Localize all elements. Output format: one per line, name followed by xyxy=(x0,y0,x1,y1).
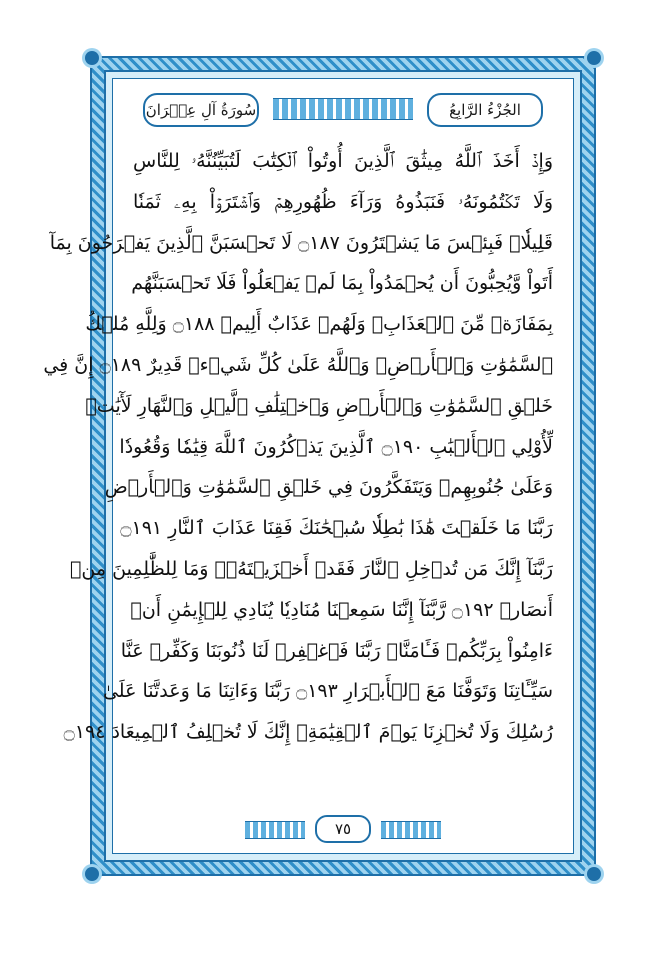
frame-band xyxy=(43,70,582,862)
page-number-text: ٧٥ xyxy=(334,820,352,838)
corner-ornament-bottom-left xyxy=(85,867,99,881)
surah-name: سُورَةُ آلِ عِمۡرَانَ xyxy=(145,101,257,119)
verse-line: قَلِيلٗاۖ فَبِئۡسَ مَا يَشۡتَرُونَ ۝١٨٧ لَا تَحۡسَبَنَّ ٱلَّذِينَ يَفۡرَحُونَ بِمَآ xyxy=(49,231,553,254)
corner-ornament-top-right xyxy=(587,51,601,65)
verse-line: لِّأُوْلِي ٱلۡأَلۡبَٰبِ ۝١٩٠ ٱلَّذِينَ يَذۡكُرُونَ ٱللَّهَ قِيَٰمٗا وَقُعُودٗا xyxy=(119,435,553,458)
verse-line: سَيِّـَٔاتِنَا وَتَوَفَّنَا مَعَ ٱلۡأَبۡرَارِ ۝١٩٣ رَبَّنَا وَءَاتِنَا مَا وَعَدتَّنَا عَلَىٰ xyxy=(102,680,553,703)
text-panel xyxy=(43,78,574,854)
juz-name: الجُزْءُ الرَّابِعُ xyxy=(449,101,521,119)
verse-line: وَلَا تَكۡتُمُونَهُۥ فَنَبَذُوهُ وَرَآءَ ظُهُورِهِمۡ وَٱشۡتَرَوۡاْ بِهِۦ ثَمَنٗا xyxy=(133,190,553,213)
verse-line: رَبَّنَآ إِنَّكَ مَن تُدۡخِلِ ٱلنَّارَ فَقَدۡ أَخۡزَيۡتَهُۥۖ وَمَا لِلظَّٰلِمِينَ مِنۡ xyxy=(70,557,553,580)
verse-text xyxy=(43,141,553,805)
page-number-ornament-left xyxy=(245,821,305,839)
verse-line: رَبَّنَا مَا خَلَقۡتَ هَٰذَا بَٰطِلٗا سُبۡحَٰنَكَ فَقِنَا عَذَابَ ٱلنَّارِ ۝١٩١ xyxy=(120,517,553,540)
page-frame xyxy=(43,56,596,876)
verse-line: خَلۡقِ ٱلسَّمَٰوَٰتِ وَٱلۡأَرۡضِ وَٱخۡتِلَٰفِ ٱلَّيۡلِ وَٱلنَّهَارِ لَأٓيَٰتٖ xyxy=(85,394,553,417)
verse-line: ٱلسَّمَٰوَٰتِ وَٱلۡأَرۡضِۗ وَٱللَّهُ عَلَىٰ كُلِّ شَيۡءٖ قَدِيرٌ ۝١٨٩ إِنَّ فِي xyxy=(43,353,553,376)
page-number-ornament-right xyxy=(381,821,441,839)
verse-line: وَعَلَىٰ جُنُوبِهِمۡ وَيَتَفَكَّرُونَ فِي خَلۡقِ ٱلسَّمَٰوَٰتِ وَٱلۡأَرۡضِ xyxy=(104,476,553,499)
verse-line: وَإِذۡ أَخَذَ ٱللَّهُ مِيثَٰقَ ٱلَّذِينَ أُوتُواْ ٱلۡكِتَٰبَ لَتُبَيِّنُنَّهُۥ لِلنَّاسِ xyxy=(133,150,553,172)
corner-ornament-top-left xyxy=(85,51,99,65)
verse-line: بِمَفَازَةٖ مِّنَ ٱلۡعَذَابِۖ وَلَهُمۡ عَذَابٌ أَلِيمٞ ۝١٨٨ وَلِلَّهِ مُلۡكُ xyxy=(85,313,553,336)
verse-line: أَتَواْ وَّيُحِبُّونَ أَن يُحۡمَدُواْ بِمَا لَمۡ يَفۡعَلُواْ فَلَا تَحۡسَبَنَّهُم xyxy=(131,272,553,295)
verse-line: ءَامِنُواْ بِرَبِّكُمۡ فَـَٔامَنَّاۚ رَبَّنَا فَٱغۡفِرۡ لَنَا ذُنُوبَنَا وَكَفِّرۡ عَنَّا xyxy=(120,639,553,662)
corner-ornament-bottom-right xyxy=(587,867,601,881)
juz-label xyxy=(427,93,543,127)
page-number xyxy=(315,815,371,843)
surah-name-label xyxy=(143,93,259,127)
verse-line: رُسُلِكَ وَلَا تُخۡزِنَا يَوۡمَ ٱلۡقِيَٰمَةِۗ إِنَّكَ لَا تُخۡلِفُ ٱلۡمِيعَادَ ۝١٩٤ xyxy=(63,721,553,744)
verse-line: أَنصَارٖ ۝١٩٢ رَّبَّنَآ إِنَّنَا سَمِعۡنَا مُنَادِيٗا يُنَادِي لِلۡإِيمَٰنِ أَنۡ xyxy=(130,598,553,621)
header-ornament xyxy=(273,98,413,120)
